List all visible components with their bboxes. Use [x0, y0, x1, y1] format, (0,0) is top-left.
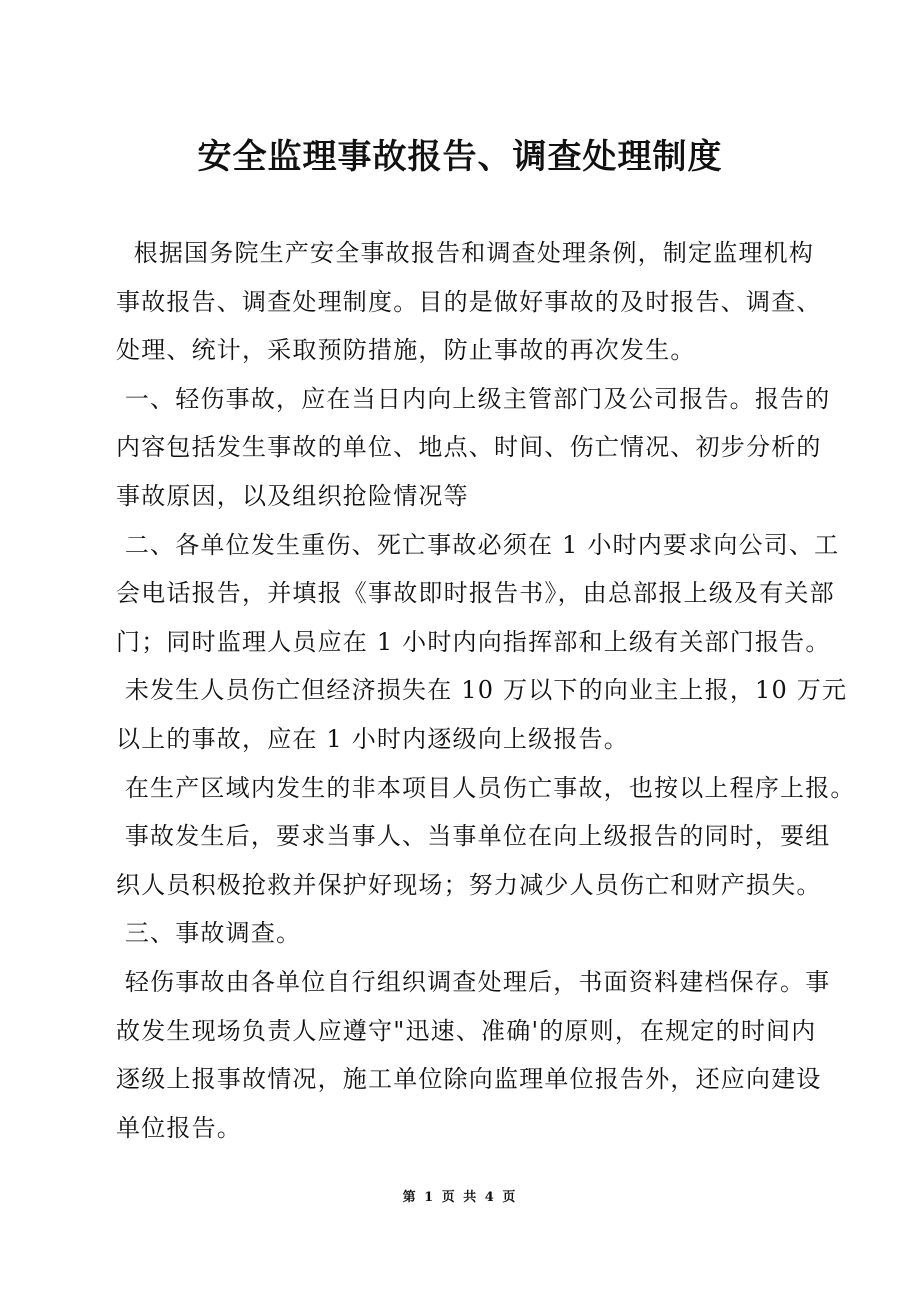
body-line: 根据国务院生产安全事故报告和调查处理条例，制定监理机构	[116, 239, 815, 267]
body-line: 事故原因，以及组织抢险情况等	[116, 481, 469, 510]
body-line: 织人员积极抢救并保护好现场；努力减少人员伤亡和财产损失。	[116, 870, 822, 899]
body-line: 会电话报告，并填报《事故即时报告书》，由总部报上级及有关部	[116, 579, 835, 608]
body-line: 内容包括发生事故的单位、地点、时间、伤亡情况、初步分析的	[116, 433, 822, 462]
document-body	[116, 229, 856, 1152]
body-line: 轻伤事故由各单位自行组织调查处理后，书面资料建档保存。事	[116, 967, 831, 996]
body-line: 以上的事故，应在 1 小时内逐级向上级报告。	[116, 724, 629, 753]
body-line: 故发生现场负责人应遵守"迅速、准确'的原则，在规定的时间内	[116, 1016, 817, 1045]
body-line: 二、各单位发生重伤、死亡事故必须在 1 小时内要求向公司、工	[116, 530, 840, 559]
page-title: 安全监理事故报告、调查处理制度	[197, 137, 723, 177]
body-line: 一、轻伤事故，应在当日内向上级主管部门及公司报告。报告的	[116, 384, 831, 413]
body-line: 处理、统计，采取预防措施，防止事故的再次发生。	[116, 336, 696, 365]
page-number: 第 1 页 共 4 页	[402, 1190, 518, 1205]
body-line: 单位报告。	[116, 1113, 242, 1142]
body-line: 逐级上报事故情况，施工单位除向监理单位报告外，还应向建设	[116, 1065, 822, 1094]
body-line: 事故发生后，要求当事人、当事单位在向上级报告的同时，要组	[116, 822, 831, 851]
body-line: 未发生人员伤亡但经济损失在 10 万以下的向业主上报，10 万元	[116, 676, 848, 705]
body-line: 门；同时监理人员应在 1 小时内向指挥部和上级有关部门报告。	[116, 627, 831, 656]
body-line: 事故报告、调查处理制度。目的是做好事故的及时报告、调查、	[116, 287, 822, 316]
body-line: 在生产区域内发生的非本项目人员伤亡事故，也按以上程序上报。	[116, 773, 856, 802]
body-line: 三、事故调查。	[116, 919, 302, 948]
